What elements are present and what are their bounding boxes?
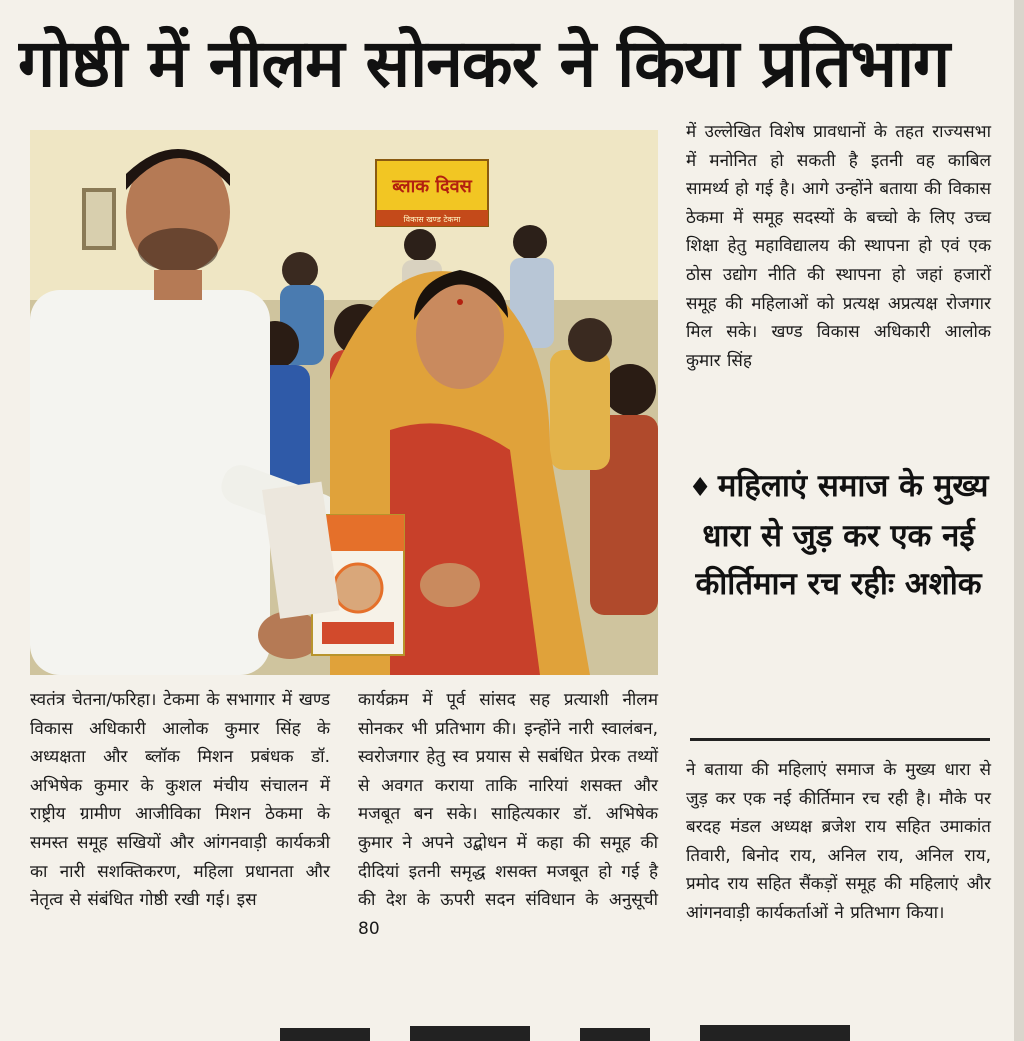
pull-quote-text: महिलाएं समाज के मुख्य धारा से जुड़ कर एक नई कीर्तिमान रच रहीः अशोक — [695, 468, 989, 602]
banner-subtext: विकास खण्ड टेकमा — [403, 215, 461, 224]
headline: गोष्ठी में नीलम सोनकर ने किया प्रतिभाग — [18, 25, 950, 102]
article-column-left — [30, 686, 330, 915]
article-column-right-top — [686, 118, 991, 375]
article-column-middle — [358, 686, 658, 943]
paragraph: कार्यक्रम में पूर्व सांसद सह प्रत्याशी नीलम सोनकर भी प्रतिभाग की। इन्होंने नारी स्वालंबन, स्वरोजगार हेतु स्व प्रयास से सबंधित प्रेरक तथ्यों से अवगत कराया ताकि नारियां शसक्त और मजबूत बन सके। साहित्यकार डॉ. अभिषेक कुमार ने अपने उद्बोधन में कहा की समूह की दीदियां इतनी समृद्ध शसक्त मजबूत हो गई है की देश के ऊपरी सदन संविधान के अनुसूची 80 — [358, 690, 658, 939]
news-photo — [30, 130, 658, 675]
paragraph: स्वतंत्र चेतना/फरिहा। टेकमा के सभागार में खण्ड विकास अधिकारी आलोक कुमार सिंह के अध्यक्षता और ब्लॉक मिशन प्रबंधक डॉ. अभिषेक कुमार के कुशल मंचीय संचालन में राष्ट्रीय ग्रामीण आजीविका मिशन ठेकमा के समस्त समूह सखियों और आंगनवाड़ी कार्यकत्री का नारी सशक्तिकरण, महिला प्रधानता और नेतृत्व से संबंधित गोष्ठी रखी गई। इस — [30, 690, 330, 911]
cropped-next-headline — [260, 1022, 900, 1041]
diamond-bullet-icon: ♦ — [688, 473, 712, 503]
pull-quote — [686, 462, 991, 732]
banner-text: ब्लाक दिवस — [392, 176, 472, 197]
paragraph: ने बताया की महिलाएं समाज के मुख्य धारा से जुड़ कर एक नई कीर्तिमान रच रही है। मौके पर बरदह मंडल अध्यक्ष ब्रजेश राय सहित उमाकांत तिवारी, बिनोद राय, अनिल राय, अनिल राय, प्रमोद राय सहित सैंकड़ों समूह की महिलाएं और आंगनवाड़ी कार्यकर्ताओं ने प्रतिभाग किया। — [686, 760, 991, 923]
article-column-right-bottom — [686, 756, 991, 928]
page-edge — [1014, 0, 1024, 1041]
paragraph: में उल्लेखित विशेष प्रावधानों के तहत राज्यसभा में मनोनित हो सकती है इतनी वह काबिल सामर्थ्य हो गई है। आगे उन्होंने बताया की विकास ठेकमा में समूह सदस्यों के बच्चो के लिए उच्च शिक्षा हेतु महाविद्यालय की स्थापना हो एवं एक ठोस उद्योग नीति की स्थापना हो जहां हजारों समूह की महिलाओं को प्रत्यक्ष अप्रत्यक्ष रोजगार मिल सके। खण्ड विकास अधिकारी आलोक कुमार सिंह — [686, 122, 991, 371]
banner — [376, 160, 488, 226]
pull-quote-divider — [690, 738, 990, 741]
